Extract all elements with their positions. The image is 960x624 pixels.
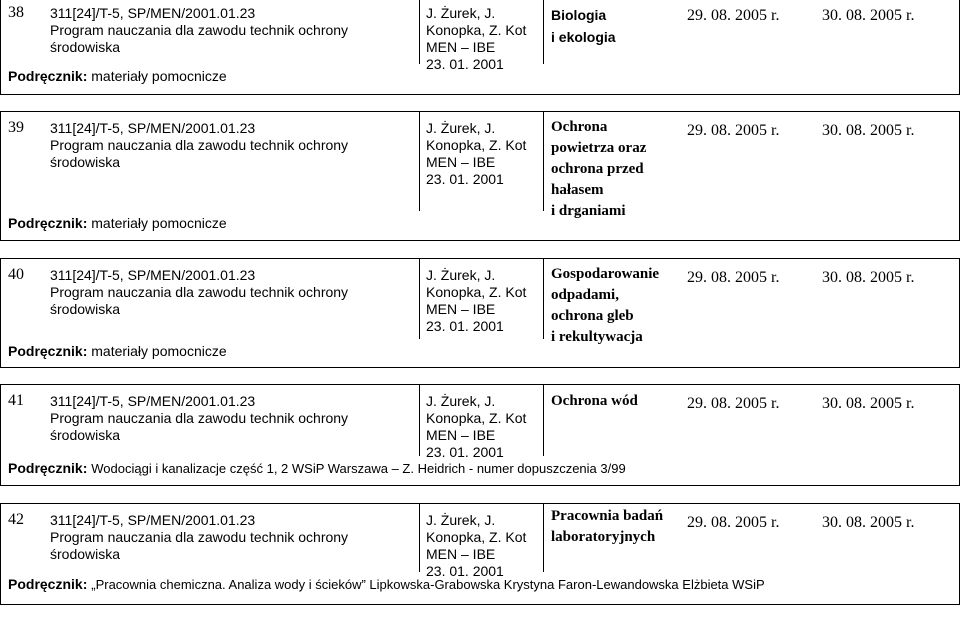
program-info: [50, 393, 348, 444]
row-number: 41: [8, 392, 24, 409]
column-divider: [419, 503, 420, 572]
program-line: Program nauczania dla zawodu technik ochrony: [50, 529, 349, 545]
row-number: 40: [8, 266, 24, 283]
row-border-top: [0, 503, 960, 504]
author-line: Konopka, Z. Kot: [426, 529, 527, 545]
column-divider: [543, 503, 544, 572]
textbook-text: Wodociągi i kanalizacje część 1, 2 WSiP Warszawa – Z. Heidrich - numer dopuszczenia 3/99: [91, 461, 626, 476]
end-date: 30. 08. 2005 r.: [822, 7, 915, 24]
row-border-side: [0, 111, 1, 240]
author-line: J. Żurek, J.: [426, 267, 496, 283]
row-border-bottom: [0, 367, 960, 368]
subject-line: i drganiami: [551, 203, 626, 219]
author-line: 23. 01. 2001: [426, 171, 504, 187]
textbook-text: „Pracownia chemiczna. Analiza wody i ścieków” Lipkowska-Grabowska Krystyna Faron-Lewandowska Elżbieta WSiP: [91, 577, 765, 592]
subject-line: odpadami,: [551, 287, 619, 303]
subject-line: ochrona przed: [551, 161, 644, 177]
row-border-side: [0, 503, 1, 604]
row-border-side: [0, 258, 1, 367]
program-info: [50, 5, 348, 56]
program-line: środowiska: [50, 546, 121, 562]
start-date: 29. 08. 2005 r.: [687, 514, 780, 531]
author-line: Konopka, Z. Kot: [426, 410, 527, 426]
textbook-info: [8, 68, 227, 84]
author-line: 23. 01. 2001: [426, 318, 504, 334]
program-line: 311[24]/T-5, SP/MEN/2001.01.23: [50, 512, 256, 528]
start-date: 29. 08. 2005 r.: [687, 7, 780, 24]
author-line: Konopka, Z. Kot: [426, 137, 527, 153]
subject-line: Gospodarowanie: [551, 266, 660, 282]
row-border-bottom: [0, 485, 960, 486]
author-line: Konopka, Z. Kot: [426, 284, 527, 300]
textbook-info: [8, 215, 227, 231]
program-line: Program nauczania dla zawodu technik ochrony: [50, 137, 349, 153]
author-line: J. Żurek, J.: [426, 120, 496, 136]
subject-line: i rekultywacja: [551, 329, 643, 345]
subject-line: powietrza oraz: [551, 140, 647, 156]
textbook-text: materiały pomocnicze: [91, 68, 227, 84]
author-line: J. Żurek, J.: [426, 5, 496, 21]
start-date: 29. 08. 2005 r.: [687, 395, 780, 412]
subject-name: [551, 4, 616, 48]
program-line: 311[24]/T-5, SP/MEN/2001.01.23: [50, 267, 256, 283]
subject-line: hałasem: [551, 182, 604, 198]
authors-info: [426, 120, 526, 188]
column-divider: [419, 258, 420, 339]
row-border-bottom: [0, 94, 960, 95]
program-line: środowiska: [50, 427, 121, 443]
program-info: [50, 120, 348, 171]
end-date: 30. 08. 2005 r.: [822, 122, 915, 139]
author-line: J. Żurek, J.: [426, 393, 496, 409]
author-line: J. Żurek, J.: [426, 512, 496, 528]
author-line: MEN – IBE: [426, 301, 496, 317]
author-line: MEN – IBE: [426, 154, 496, 170]
column-divider: [543, 384, 544, 456]
author-line: 23. 01. 2001: [426, 56, 504, 72]
column-divider: [419, 384, 420, 456]
subject-name: [551, 506, 663, 548]
start-date: 29. 08. 2005 r.: [687, 269, 780, 286]
subject-line: Biologia: [551, 7, 607, 23]
row-number: 38: [8, 4, 24, 21]
column-divider: [419, 111, 420, 211]
program-line: Program nauczania dla zawodu technik ochrony: [50, 284, 349, 300]
textbook-label: Podręcznik:: [8, 215, 88, 231]
program-line: środowiska: [50, 39, 121, 55]
end-date: 30. 08. 2005 r.: [822, 395, 915, 412]
program-line: 311[24]/T-5, SP/MEN/2001.01.23: [50, 120, 256, 136]
row-border-top: [0, 384, 960, 385]
textbook-info: [8, 460, 626, 476]
subject-name: [551, 264, 659, 348]
subject-line: ochrona gleb: [551, 308, 634, 324]
subject-line: Ochrona wód: [551, 393, 638, 409]
authors-info: [426, 512, 526, 580]
textbook-info: [8, 576, 765, 592]
author-line: MEN – IBE: [426, 427, 496, 443]
textbook-text: materiały pomocnicze: [91, 215, 227, 231]
row-border-top: [0, 258, 960, 259]
author-line: MEN – IBE: [426, 39, 496, 55]
program-line: środowiska: [50, 154, 121, 170]
subject-name: [551, 391, 638, 412]
end-date: 30. 08. 2005 r.: [822, 269, 915, 286]
row-number: 39: [8, 119, 24, 136]
end-date: 30. 08. 2005 r.: [822, 514, 915, 531]
authors-info: [426, 267, 526, 335]
author-line: 23. 01. 2001: [426, 563, 504, 579]
row-border-top: [0, 111, 960, 112]
program-line: środowiska: [50, 301, 121, 317]
start-date: 29. 08. 2005 r.: [687, 122, 780, 139]
textbook-text: materiały pomocnicze: [91, 343, 227, 359]
row-number: 42: [8, 511, 24, 528]
textbook-label: Podręcznik:: [8, 68, 88, 84]
program-line: Program nauczania dla zawodu technik ochrony: [50, 410, 349, 426]
program-line: Program nauczania dla zawodu technik ochrony: [50, 22, 349, 38]
program-info: [50, 267, 348, 318]
row-border-side: [0, 0, 1, 94]
authors-info: [426, 393, 526, 461]
textbook-label: Podręcznik:: [8, 576, 88, 592]
textbook-label: Podręcznik:: [8, 343, 88, 359]
subject-line: Pracownia badań: [551, 508, 664, 524]
program-info: [50, 512, 348, 563]
textbook-info: [8, 343, 227, 359]
author-line: MEN – IBE: [426, 546, 496, 562]
program-line: 311[24]/T-5, SP/MEN/2001.01.23: [50, 5, 256, 21]
textbook-label: Podręcznik:: [8, 460, 88, 476]
author-line: 23. 01. 2001: [426, 444, 504, 460]
column-divider: [419, 0, 420, 64]
authors-info: [426, 5, 526, 73]
subject-line: i ekologia: [551, 29, 616, 45]
subject-line: laboratoryjnych: [551, 529, 656, 545]
row-border-bottom: [0, 604, 960, 605]
column-divider: [543, 0, 544, 64]
subject-name: [551, 117, 646, 222]
program-line: 311[24]/T-5, SP/MEN/2001.01.23: [50, 393, 256, 409]
subject-line: Ochrona: [551, 119, 608, 135]
author-line: Konopka, Z. Kot: [426, 22, 527, 38]
row-border-bottom: [0, 240, 960, 241]
column-divider: [543, 111, 544, 211]
row-border-side: [0, 384, 1, 485]
column-divider: [543, 258, 544, 339]
